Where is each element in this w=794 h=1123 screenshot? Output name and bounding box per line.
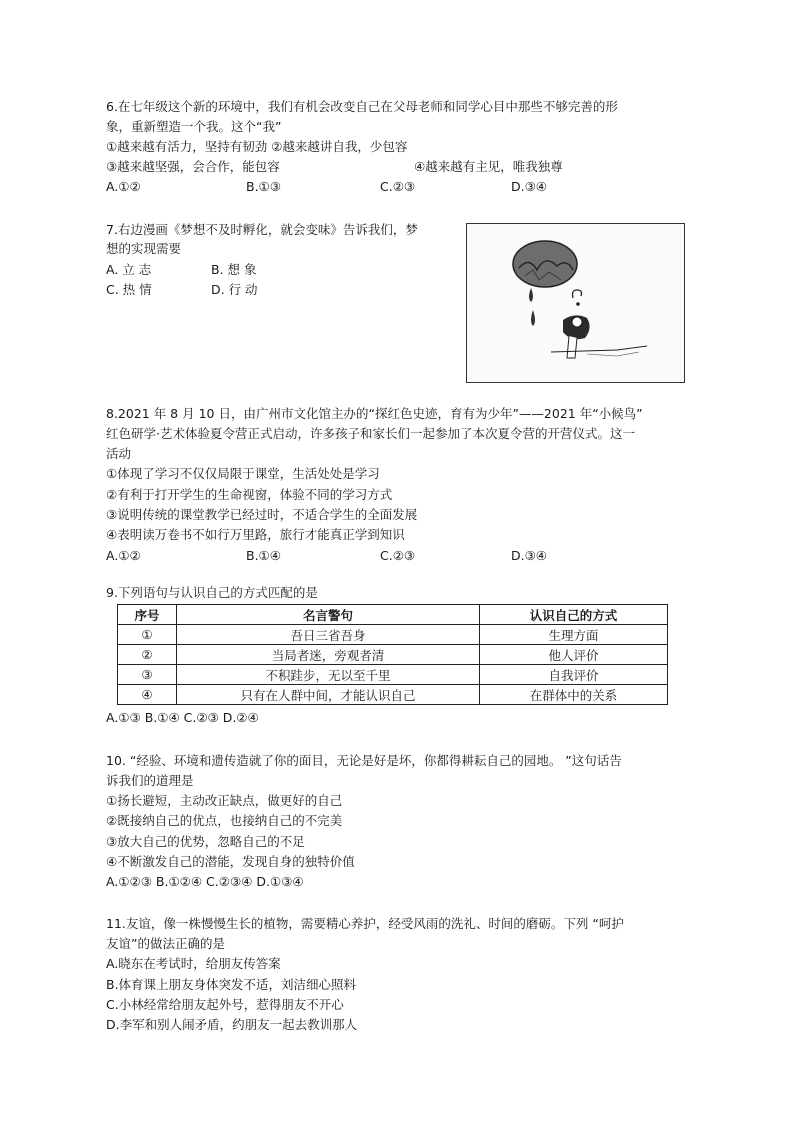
q6-option-d: D.③④ [511,179,548,194]
q11-stem-line1: 11.友谊，像一株慢慢生长的植物，需要精心养护，经受风雨的洗礼、时间的磨砺。下列 “呵护 [106,916,624,931]
table-header-row [118,605,668,625]
row-method: 在群体中的关系 [480,685,668,705]
row-quote: 吾日三省吾身 [177,625,480,645]
q9-options: A.①③ B.①④ C.②③ D.②④ [106,710,259,725]
q9-stem: 9.下列语句与认识自己的方式匹配的是 [106,585,318,600]
row-quote: 不积跬步，无以至千里 [177,665,480,685]
q7-option-d: D. 行 动 [211,282,258,297]
thought-dot [576,302,580,306]
q6-stem-line2: 象，重新塑造一个我。这个“我” [106,119,282,134]
q7-option-a: A. 立 志 [106,262,152,277]
q7-stem-line1: 7.右边漫画《梦想不及时孵化，就会变味》告诉我们，梦 [106,222,418,237]
ground-line [551,346,647,352]
ground-shadow [587,352,639,356]
q8-item-2: ②有利于打开学生的生命视窗，体验不同的学习方式 [106,487,393,502]
q11-option-d: D.李军和别人闹矛盾，约朋友一起去教训那人 [106,1017,358,1032]
table-row [118,625,668,645]
q8-item-4: ④表明读万卷书不如行万里路，旅行才能真正学到知识 [106,527,405,542]
q8-stem-line1: 8.2021 年 8 月 10 日，由广州市文化馆主办的“探红色史迹，育有为少年”——2021 年“小候鸟” [106,406,643,421]
q10-options: A.①②③ B.①②④ C.②③④ D.①③④ [106,874,304,889]
table-row [118,645,668,665]
q11-stem-line2: 友谊”的做法正确的是 [106,936,225,951]
thought-mark [573,290,582,298]
q6-item-4: ④越来越有主见，唯我独尊 [414,159,563,174]
q6-option-b: B.①③ [246,179,281,194]
row-method: 生理方面 [480,625,668,645]
q11-option-b: B.体育课上朋友身体突发不适，刘洁细心照料 [106,977,357,992]
comic-drawing [467,224,683,381]
q6-option-c: C.②③ [380,179,416,194]
q8-option-a: A.①② [106,548,141,563]
q7-option-b: B. 想 象 [211,262,257,277]
row-quote: 当局者迷，旁观者清 [177,645,480,665]
q8-option-c: C.②③ [380,548,416,563]
q6-stem-line1: 6.在七年级这个新的环境中，我们有机会改变自己在父母老师和同学心目中那些不够完善的形 [106,99,618,114]
drip-2 [531,310,535,326]
table-row [118,665,668,685]
row-number: ③ [118,665,177,685]
person-leg [567,336,577,358]
q7-stem-line2: 想的实现需要 [106,241,182,256]
person-face [572,317,582,327]
q6-option-a: A.①② [106,179,141,194]
q11-option-a: A.晓东在考试时，给朋友传答案 [106,956,281,971]
q8-item-1: ①体现了学习不仅仅局限于课堂，生活处处是学习 [106,466,380,481]
q6-item-1-2: ①越来越有活力，坚持有韧劲 ②越来越讲自我，少包容 [106,139,408,154]
q10-item-4: ④不断激发自己的潜能，发现自身的独特价值 [106,854,355,869]
q8-option-b: B.①④ [246,548,281,563]
row-number: ④ [118,685,177,705]
row-method: 自我评价 [480,665,668,685]
row-method: 他人评价 [480,645,668,665]
row-number: ② [118,645,177,665]
q7-option-c: C. 热 情 [106,282,152,297]
q10-stem-line1: 10. “经验、环境和遗传造就了你的面目，无论是好是坏，你都得耕耘自己的园地。 ”这句话告 [106,753,622,768]
table-row [118,685,668,705]
row-number: ① [118,625,177,645]
q8-stem-line3: 活动 [106,446,132,461]
q10-item-3: ③放大自己的优势，忽略自己的不足 [106,834,305,849]
header-quote: 名言警句 [177,605,480,625]
q8-item-3: ③说明传统的课堂教学已经过时，不适合学生的全面发展 [106,507,418,522]
q10-item-1: ①扬长避短，主动改正缺点，做更好的自己 [106,793,343,808]
header-method: 认识自己的方式 [480,605,668,625]
q10-stem-line2: 诉我们的道理是 [106,773,194,788]
comic-illustration [466,223,685,383]
q8-stem-line2: 红色研学·艺术体验夏令营正式启动，许多孩子和家长们一起参加了本次夏令营的开营仪式。这一 [106,426,635,441]
q11-option-c: C.小林经常给朋友起外号，惹得朋友不开心 [106,997,344,1012]
q9-table [117,604,668,705]
drip-1 [529,288,533,302]
header-number: 序号 [118,605,177,625]
q8-option-d: D.③④ [511,548,548,563]
q6-item-3: ③越来越坚强，会合作，能包容 [106,159,280,174]
row-quote: 只有在人群中间，才能认识自己 [177,685,480,705]
q10-item-2: ②既接纳自己的优点，也接纳自己的不完美 [106,813,343,828]
